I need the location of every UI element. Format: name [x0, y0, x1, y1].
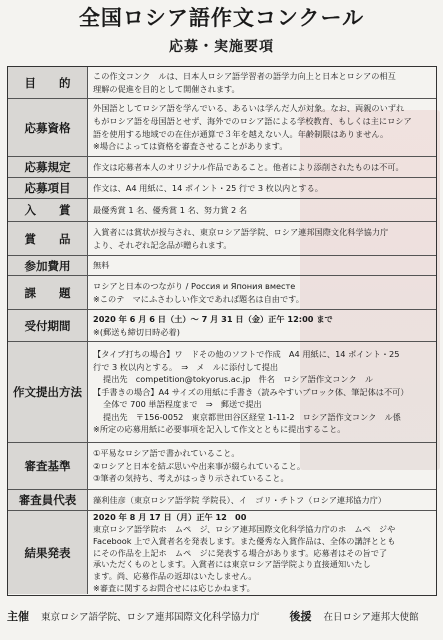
row-label: 課 題 — [8, 276, 88, 309]
table-row — [8, 67, 436, 98]
row-text-line: 提出先 〒156-0052 東京都世田谷区経堂 1-11-2 ロシア語作文コンク ル係 — [103, 411, 401, 422]
row-label: 応募項目 — [8, 178, 88, 198]
row-text-line: ③筆者の気持ち、考えがはっきり示されていること。 — [93, 473, 289, 484]
table-row — [8, 198, 436, 221]
row-content — [93, 157, 432, 177]
row-content — [93, 310, 432, 341]
row-text-line: もがロシア語を母国語とせず、海外でのロシア語による学校教育、もしくは主にロシア — [93, 115, 412, 126]
row-text-line: 作文は、A4 用紙に、14 ポイント・25 行で 3 枚以内とする。 — [93, 182, 323, 193]
row-text-line: Facebook 上で入賞者名を発表します。また優秀な入賞作品は、全体の講評ととも — [93, 535, 396, 546]
row-text-line: 東京ロシア語学院ホ ムペ ジ、ロシア連邦国際文化科学協力庁のホ ムペ ジや — [93, 523, 396, 534]
row-text-line: 理解の促進を目的として開催されます。 — [93, 83, 240, 94]
row-text-line: 提出先 competition@tokyorus.ac.jp 件名 ロシア語作文コンク ル — [103, 374, 374, 385]
row-label: 応募規定 — [8, 157, 88, 177]
row-text-line: 2020 年 6 月 6 日（土）～ 7 月 31 日（金）正午 12:00 まで — [93, 313, 333, 324]
row-text-line: 【タイプ打ちの場合】ワ ドその他のソフトで作成 A4 用紙に、14 ポイント・25 — [93, 348, 400, 359]
table-row — [8, 510, 436, 594]
row-content — [93, 276, 432, 309]
row-text-line: にその作品を上記ホ ムペ ジに発表する場合があります。応募者はその旨で了 — [93, 547, 388, 558]
row-content — [93, 342, 432, 442]
row-text-line: 行で 3 枚以内とする。 ⇒ メ ルに添付して提出 — [93, 361, 279, 372]
row-content — [93, 178, 432, 198]
row-content — [93, 99, 432, 156]
table-row — [8, 341, 436, 442]
row-text-line: ①平易なロシア語で書かれていること。 — [93, 448, 240, 459]
row-content — [93, 67, 432, 98]
row-content — [93, 256, 432, 275]
row-text-line: 作文は応募者本人のオリジナル作品であること。他者により添削されたものは不可。 — [93, 161, 404, 172]
row-label: 結果発表 — [8, 511, 88, 594]
row-text-line: 藻利佳彦（東京ロシア語学院 学院長）、イ ゴリ・チトフ（ロシア連邦協力庁） — [93, 494, 387, 505]
row-text-line: 入賞者には賞状が授与され、東京ロシア語学院、ロシア連邦国際文化科学協力庁 — [93, 226, 389, 237]
support-text: 在日ロシア連邦大使館 — [323, 612, 419, 623]
row-text-line: 無料 — [93, 260, 110, 271]
row-content — [93, 222, 432, 255]
row-text-line: 承いただくものとします。入賞者には東京ロシア語学院より直接通知いたし — [93, 559, 371, 570]
row-text-line: 【手書きの場合】A4 サイズの用紙に手書き（読みやすいブロック体、筆記体は不可） — [93, 386, 409, 397]
row-label: 目 的 — [8, 67, 88, 98]
sponsor-label: 主催 — [7, 610, 29, 623]
footer — [7, 602, 437, 630]
table-row — [8, 275, 436, 309]
support-label: 後援 — [289, 610, 312, 623]
row-text-line: ※所定の応募用紙に必要事項を記入して作文とともに提出すること。 — [93, 424, 346, 435]
row-text-line: 全体で 700 単語程度まで ⇒ 郵送で提出 — [103, 399, 262, 410]
row-text-line: ※このテ マにふさわしい作文であれば題名は自由です。 — [93, 293, 304, 304]
table-row — [8, 489, 436, 510]
row-text-line: ※審査に関するお問合せには応じかねます。 — [93, 583, 255, 594]
row-label: 賞 品 — [8, 222, 88, 255]
row-text-line: ②ロシアと日本を結ぶ思いや出来事が綴られていること。 — [93, 460, 306, 471]
row-text-line: より、それぞれ記念品が贈られます。 — [93, 239, 232, 250]
table-row — [8, 255, 436, 275]
table-row — [8, 98, 436, 156]
table-row — [8, 309, 436, 341]
row-content — [93, 443, 432, 489]
row-label: 応募資格 — [8, 99, 88, 156]
row-label: 受付期間 — [8, 310, 88, 341]
row-content — [93, 199, 432, 221]
row-label: 審査員代表 — [8, 490, 88, 510]
row-label: 審査基準 — [8, 443, 88, 489]
row-text-line: この作文コンク ルは、日本人ロシア語学習者の語学力向上と日本とロシアの相互 — [93, 70, 396, 81]
table-row — [8, 156, 436, 177]
guidelines-table — [7, 66, 437, 596]
sponsor-text: 東京ロシア語学院、ロシア連邦国際文化科学協力庁 — [41, 612, 260, 623]
page-subtitle: 応募・実施要項 — [169, 39, 274, 55]
row-text-line: 2020 年 8 月 17 日（月）正午 12 00 — [93, 512, 247, 522]
row-text-line: ます。尚、応募作品の返却はいたしません。 — [93, 571, 257, 582]
row-text-line: ロシアと日本のつながり / Россия и Япония вместе — [93, 280, 296, 291]
row-label: 作文提出方法 — [8, 342, 88, 442]
row-label: 入 賞 — [8, 199, 88, 221]
row-label: 参加費用 — [8, 256, 88, 275]
page-title: 全国ロシア語作文コンクール — [78, 6, 365, 30]
row-content — [93, 511, 432, 594]
table-row — [8, 442, 436, 489]
row-text-line: ※場合によっては資格を審査させることがあります。 — [93, 141, 288, 152]
table-row — [8, 177, 436, 198]
row-content — [93, 490, 432, 510]
row-text-line: 外国語としてロシア語を学んでいる、あるいは学んだ人が対象。なお、両親のいずれ — [93, 103, 405, 114]
row-text-line: ※(郵送も締切日時必着) — [93, 326, 180, 337]
row-text-line: 最優秀賞 1 名、優秀賞 1 名、努力賞 2 名 — [93, 204, 248, 215]
row-text-line: 語を使用する地域での在住が通算で３年を越えない人。年齢制限はありません。 — [93, 128, 389, 139]
table-row — [8, 221, 436, 255]
